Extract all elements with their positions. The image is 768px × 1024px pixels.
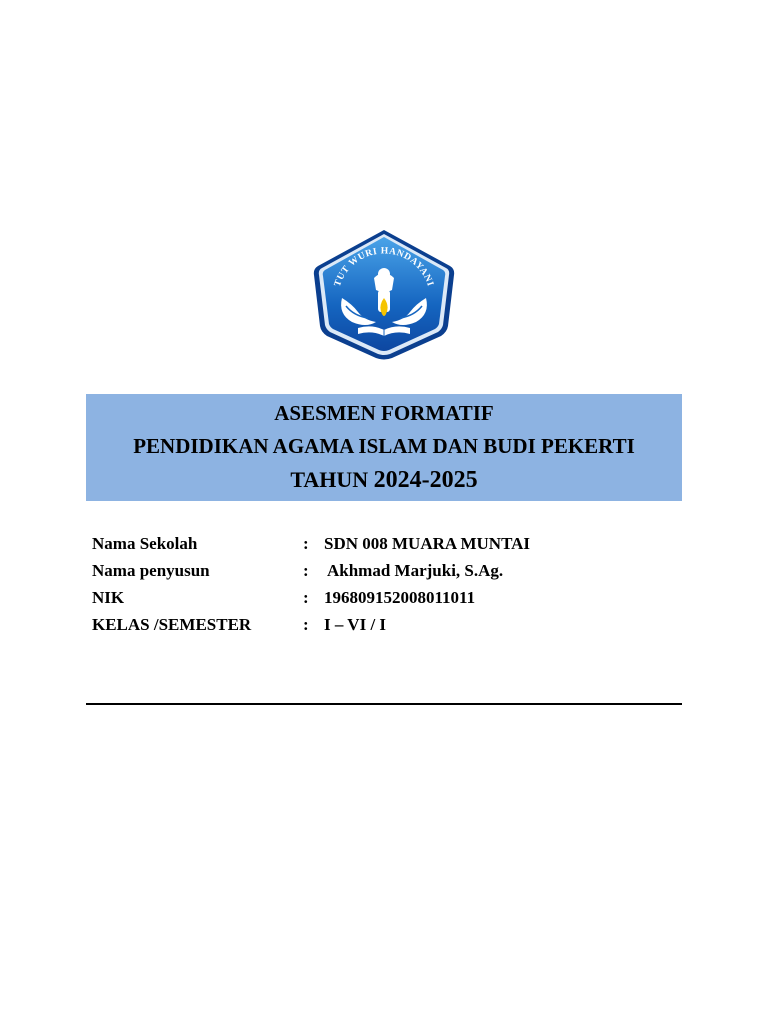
info-row-author (92, 561, 692, 588)
subject-title: PENDIDIKAN AGAMA ISLAM DAN BUDI PEKERTI (133, 434, 635, 458)
info-colon: : (303, 534, 309, 553)
logo-motto: TUT WURI HANDAYANI (332, 246, 435, 289)
info-label: Nama Sekolah (92, 534, 198, 553)
info-row-nik (92, 588, 692, 615)
tut-wuri-handayani-logo (312, 228, 456, 362)
info-label: KELAS /SEMESTER (92, 615, 252, 634)
info-label: Nama penyusun (92, 561, 210, 580)
info-row-school (92, 534, 692, 561)
info-colon: : (303, 588, 309, 607)
year-value: 2024-2025 (373, 467, 478, 493)
horizontal-divider (86, 703, 682, 705)
info-value: 196809152008011011 (324, 588, 476, 607)
info-label: NIK (92, 588, 125, 607)
info-value: SDN 008 MUARA MUNTAI (324, 534, 531, 553)
identity-table (92, 534, 692, 642)
info-colon: : (303, 615, 309, 634)
info-row-class-semester (92, 615, 692, 642)
info-value: Akhmad Marjuki, S.Ag. (327, 561, 504, 580)
info-value: I – VI / I (324, 615, 387, 634)
academic-year (86, 467, 682, 494)
year-prefix: TAHUN (290, 467, 374, 492)
title-banner (86, 394, 682, 501)
info-colon: : (303, 561, 309, 580)
document-title: ASESMEN FORMATIF (274, 401, 494, 425)
